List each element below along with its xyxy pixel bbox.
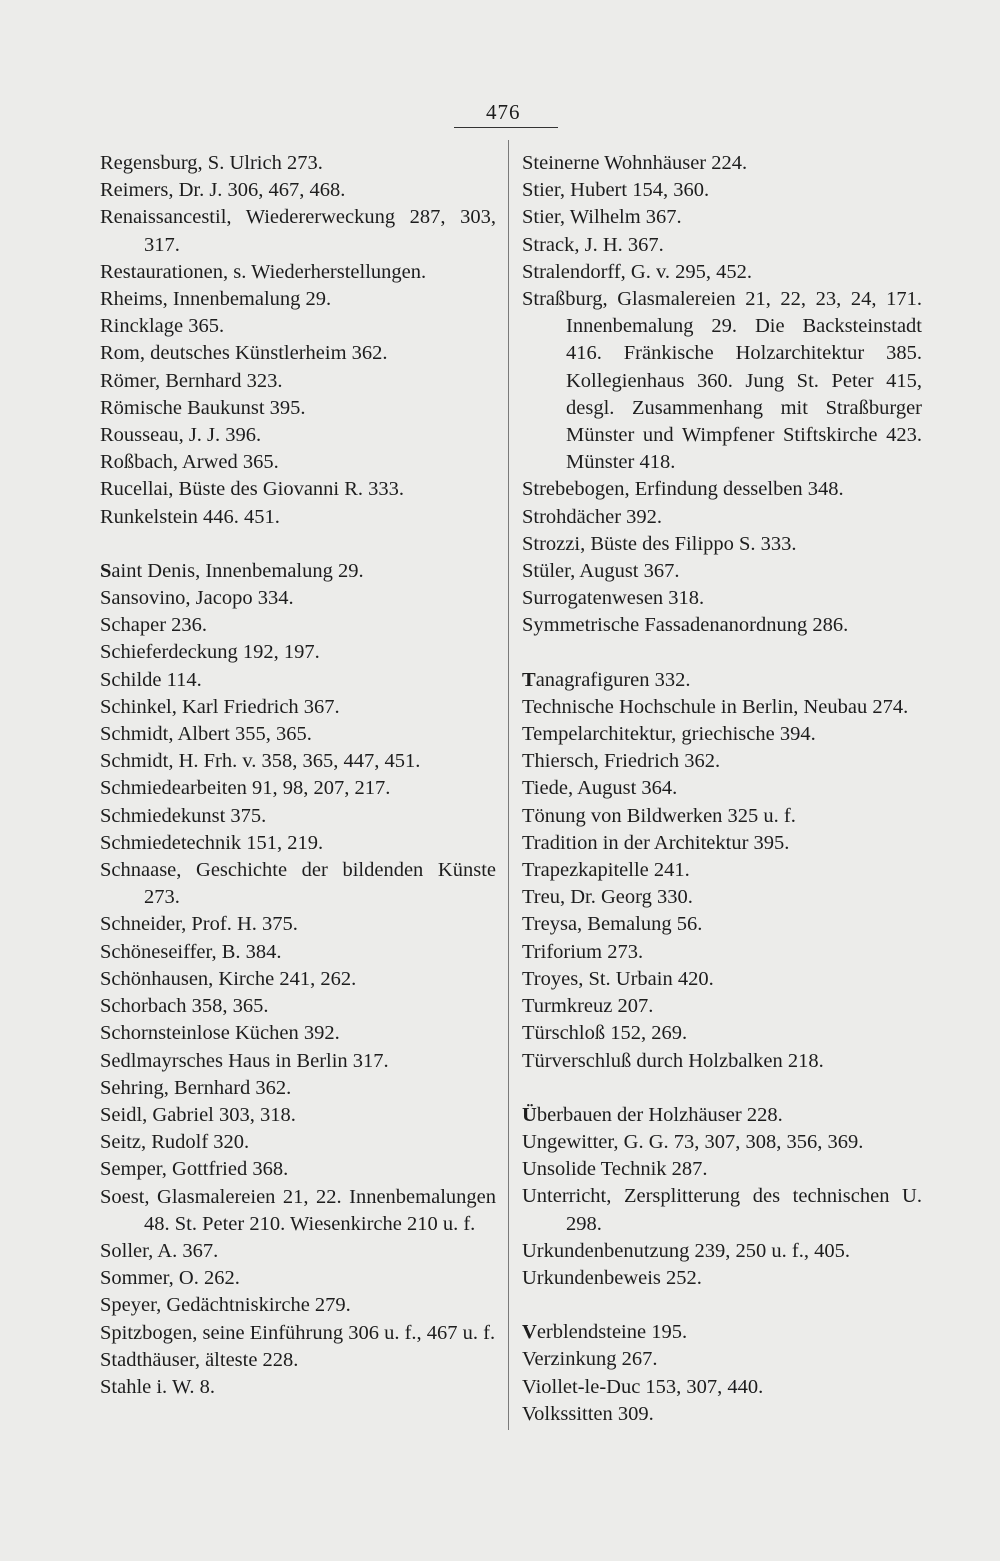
index-entry [522,1129,922,1156]
index-entry [100,340,496,367]
index-entry-text: Viollet-le-Duc 153, 307, 440. [522,1375,764,1398]
index-entry-text: Steinerne Wohnhäuser 224. [522,152,748,174]
index-entry-text: Stahle i. W. 8. [100,1375,216,1398]
index-entry [100,667,496,694]
index-entry [100,1374,496,1401]
index-entry-text: Renaissancestil, Wiedererweckung 287, 303, 317. [100,206,496,256]
index-entry-text: Türschloß 152, 269. [522,1022,688,1045]
index-entry-text: Schöneseiffer, B. 384. [100,940,282,963]
index-entry [100,830,496,857]
section-initial: V [522,1321,537,1344]
index-entry-text: Rousseau, J. J. 396. [100,424,262,447]
index-entry-text: Treysa, Bemalung 56. [522,913,703,936]
index-entry-text: Rincklage 365. [100,315,225,338]
index-entry [522,476,922,503]
index-entry-text: Technische Hochschule in Berlin, Neubau 274. [522,695,909,718]
index-entry [522,232,922,259]
index-entry-text: Römische Baukunst 395. [100,396,306,419]
index-entry-text: Volkssitten 309. [522,1402,654,1425]
index-entry-text: Verzinkung 267. [522,1348,658,1371]
index-entry [100,694,496,721]
index-entry [522,667,922,694]
index-entry [522,531,922,558]
index-entry [522,748,922,775]
index-entry [100,177,496,204]
column-divider [508,140,509,1430]
index-entry [100,204,496,258]
index-entry-text: Unterricht, Zersplitterung des technischen U. 298. [522,1185,922,1235]
index-entry-text: Stier, Wilhelm 367. [522,206,682,229]
index-entry-text: Soller, A. 367. [100,1239,219,1262]
index-entry-text: Ungewitter, G. G. 73, 307, 308, 356, 369. [522,1130,864,1153]
index-entry-text: Schornsteinlose Küchen 392. [100,1022,340,1045]
index-entry [100,476,496,503]
index-entry [100,775,496,802]
index-entry [100,1347,496,1374]
index-entry [522,721,922,748]
index-entry-text: Urkundenbeweis 252. [522,1266,702,1289]
index-entry-text: Stadthäuser, älteste 228. [100,1348,299,1371]
index-entry-text: Schönhausen, Kirche 241, 262. [100,967,357,990]
index-entry [522,1048,922,1075]
index-entry-text: Römer, Bernhard 323. [100,369,283,392]
index-entry [522,1346,922,1373]
index-entry [522,1102,922,1129]
index-entry [100,748,496,775]
index-entry [522,993,922,1020]
index-entry-text: Seitz, Rudolf 320. [100,1131,250,1154]
index-entry [522,1265,922,1292]
index-entry-text: Soest, Glasmalereien 21, 22. Innenbemalungen 48. St. Peter 210. Wiesenkirche 210 u. f. [100,1185,496,1235]
index-entry [522,694,922,721]
index-entry [100,259,496,286]
index-entry [522,830,922,857]
index-entry [100,993,496,1020]
index-entry [522,504,922,531]
index-entry-text: Urkundenbenutzung 239, 250 u. f., 405. [522,1239,850,1262]
index-entry-text: Schmiedekunst 375. [100,804,267,827]
index-entry [522,1319,922,1346]
index-entry-text: Troyes, St. Urbain 420. [522,967,714,990]
index-entry-text: Schmiedearbeiten 91, 98, 207, 217. [100,777,391,800]
index-entry [522,286,922,476]
index-entry-text: Triforium 273. [522,940,644,963]
index-entry [522,966,922,993]
index-entry [100,395,496,422]
index-entry-text: Schaper 236. [100,614,208,637]
index-entry-text: Turmkreuz 207. [522,995,654,1018]
index-entry-text: berbauen der Holzhäuser 228. [536,1103,783,1126]
index-entry [100,639,496,666]
index-entry [522,911,922,938]
index-entry [100,150,496,177]
index-entry [100,721,496,748]
index-entry-text: Strohdächer 392. [522,505,663,528]
index-entry [522,884,922,911]
index-entry [522,1156,922,1183]
index-entry-text: Schmidt, Albert 355, 365. [100,723,312,746]
index-entry [522,1374,922,1401]
index-entry [522,775,922,802]
index-entry-text: Runkelstein 446. 451. [100,505,280,528]
index-entry [522,1020,922,1047]
index-entry [100,857,496,911]
index-entry-text: Stüler, August 367. [522,560,680,583]
index-entry-text: Sommer, O. 262. [100,1267,240,1290]
index-entry-text: Unsolide Technik 287. [522,1158,708,1181]
index-entry-text: Tiede, August 364. [522,777,678,800]
index-entry-text: Schinkel, Karl Friedrich 367. [100,695,340,718]
index-entry [100,1156,496,1183]
section-initial: Ü [522,1103,537,1126]
index-entry [100,1265,496,1292]
index-entry [522,204,922,231]
index-entry-text: Sansovino, Jacopo 334. [100,587,294,610]
index-entry [100,422,496,449]
page-number: 476 [486,100,521,124]
index-entry-text: Schmidt, H. Frh. v. 358, 365, 447, 451. [100,750,421,773]
index-entry-text: Rheims, Innenbemalung 29. [100,288,332,311]
index-entry-text: Schnaase, Geschichte der bildenden Künste 273. [100,859,496,909]
index-entry [100,558,496,585]
index-entry [100,1320,496,1347]
index-entry [522,1183,922,1237]
index-entry [100,911,496,938]
index-entry [100,939,496,966]
index-entry [522,612,922,639]
index-entry [100,1129,496,1156]
index-entry [522,1238,922,1265]
section-initial: S [100,559,112,582]
index-entry-text: Sedlmayrsches Haus in Berlin 317. [100,1049,389,1072]
index-entry-text: Türverschluß durch Holzbalken 218. [522,1049,824,1072]
index-column-right [522,150,922,1428]
index-entry [522,558,922,585]
index-entry [100,612,496,639]
index-entry-text: erblendsteine 195. [536,1321,688,1344]
index-entry-text: Rucellai, Büste des Giovanni R. 333. [100,478,405,501]
index-entry-text: Semper, Gottfried 368. [100,1158,289,1181]
index-column-left [100,150,496,1401]
index-entry [100,449,496,476]
index-entry [100,1292,496,1319]
index-entry-text: anagrafiguren 332. [535,668,691,691]
index-entry-text: Strozzi, Büste des Filippo S. 333. [522,532,797,555]
index-entry-text: Schneider, Prof. H. 375. [100,913,298,936]
index-entry-text: Regensburg, S. Ulrich 273. [100,152,323,174]
index-entry [100,286,496,313]
index-entry [522,177,922,204]
page-number-rule [454,127,558,128]
index-entry-text: Strack, J. H. 367. [522,233,664,256]
section-initial: T [522,668,536,691]
index-entry-text: aint Denis, Innenbemalung 29. [111,559,364,582]
index-entry-text: Speyer, Gedächtniskirche 279. [100,1294,351,1317]
index-entry [100,1048,496,1075]
index-entry-text: Tönung von Bildwerken 325 u. f. [522,804,796,827]
index-entry-text: Schorbach 358, 365. [100,995,269,1018]
index-entry [522,585,922,612]
index-entry [100,504,496,531]
index-entry [100,1075,496,1102]
index-entry-text: Schmiedetechnik 151, 219. [100,831,324,854]
index-entry-text: Rom, deutsches Künstlerheim 362. [100,342,388,365]
index-entry [522,150,922,177]
index-entry-text: Symmetrische Fassadenanordnung 286. [522,614,849,637]
index-entry [100,966,496,993]
index-entry-text: Straßburg, Glasmalereien 21, 22, 23, 24, 171. Innenbemalung 29. Die Backsteinstadt 416. Fränkische Holzarchitektur 385. Kollegienhaus 360. Jung St. Peter 415, desgl. Zusammenhang mit Straßburger Münster und Wimpfener Stiftskirche 423. Münster 418. [522,288,922,474]
index-entry [100,803,496,830]
index-entry-text: Surrogatenwesen 318. [522,587,705,610]
index-entry-text: Schilde 114. [100,668,202,691]
index-entry-text: Tempelarchitektur, griechische 394. [522,723,816,746]
index-entry [522,803,922,830]
index-entry-text: Spitzbogen, seine Einführung 306 u. f., 467 u. f. [100,1321,496,1344]
index-entry [100,1102,496,1129]
index-entry-text: Schieferdeckung 192, 197. [100,641,320,664]
index-entry [100,1238,496,1265]
index-entry-text: Treu, Dr. Georg 330. [522,886,693,909]
index-entry-text: Stier, Hubert 154, 360. [522,179,710,202]
index-entry [100,368,496,395]
index-entry-text: Tradition in der Architektur 395. [522,831,790,854]
index-entry-text: Thiersch, Friedrich 362. [522,750,721,773]
index-entry [100,585,496,612]
index-entry [100,1020,496,1047]
index-entry-text: Reimers, Dr. J. 306, 467, 468. [100,179,346,202]
index-entry [522,259,922,286]
index-entry [522,1401,922,1428]
index-entry [522,939,922,966]
index-entry-text: Sehring, Bernhard 362. [100,1076,292,1099]
index-entry [522,857,922,884]
index-entry-text: Trapezkapitelle 241. [522,859,690,882]
index-entry-text: Restaurationen, s. Wiederherstellungen. [100,260,427,283]
index-entry [100,1184,496,1238]
index-entry-text: Stralendorff, G. v. 295, 452. [522,260,753,283]
index-entry-text: Roßbach, Arwed 365. [100,451,279,474]
index-entry-text: Strebebogen, Erfindung desselben 348. [522,478,844,501]
index-entry-text: Seidl, Gabriel 303, 318. [100,1103,296,1126]
index-entry [100,313,496,340]
